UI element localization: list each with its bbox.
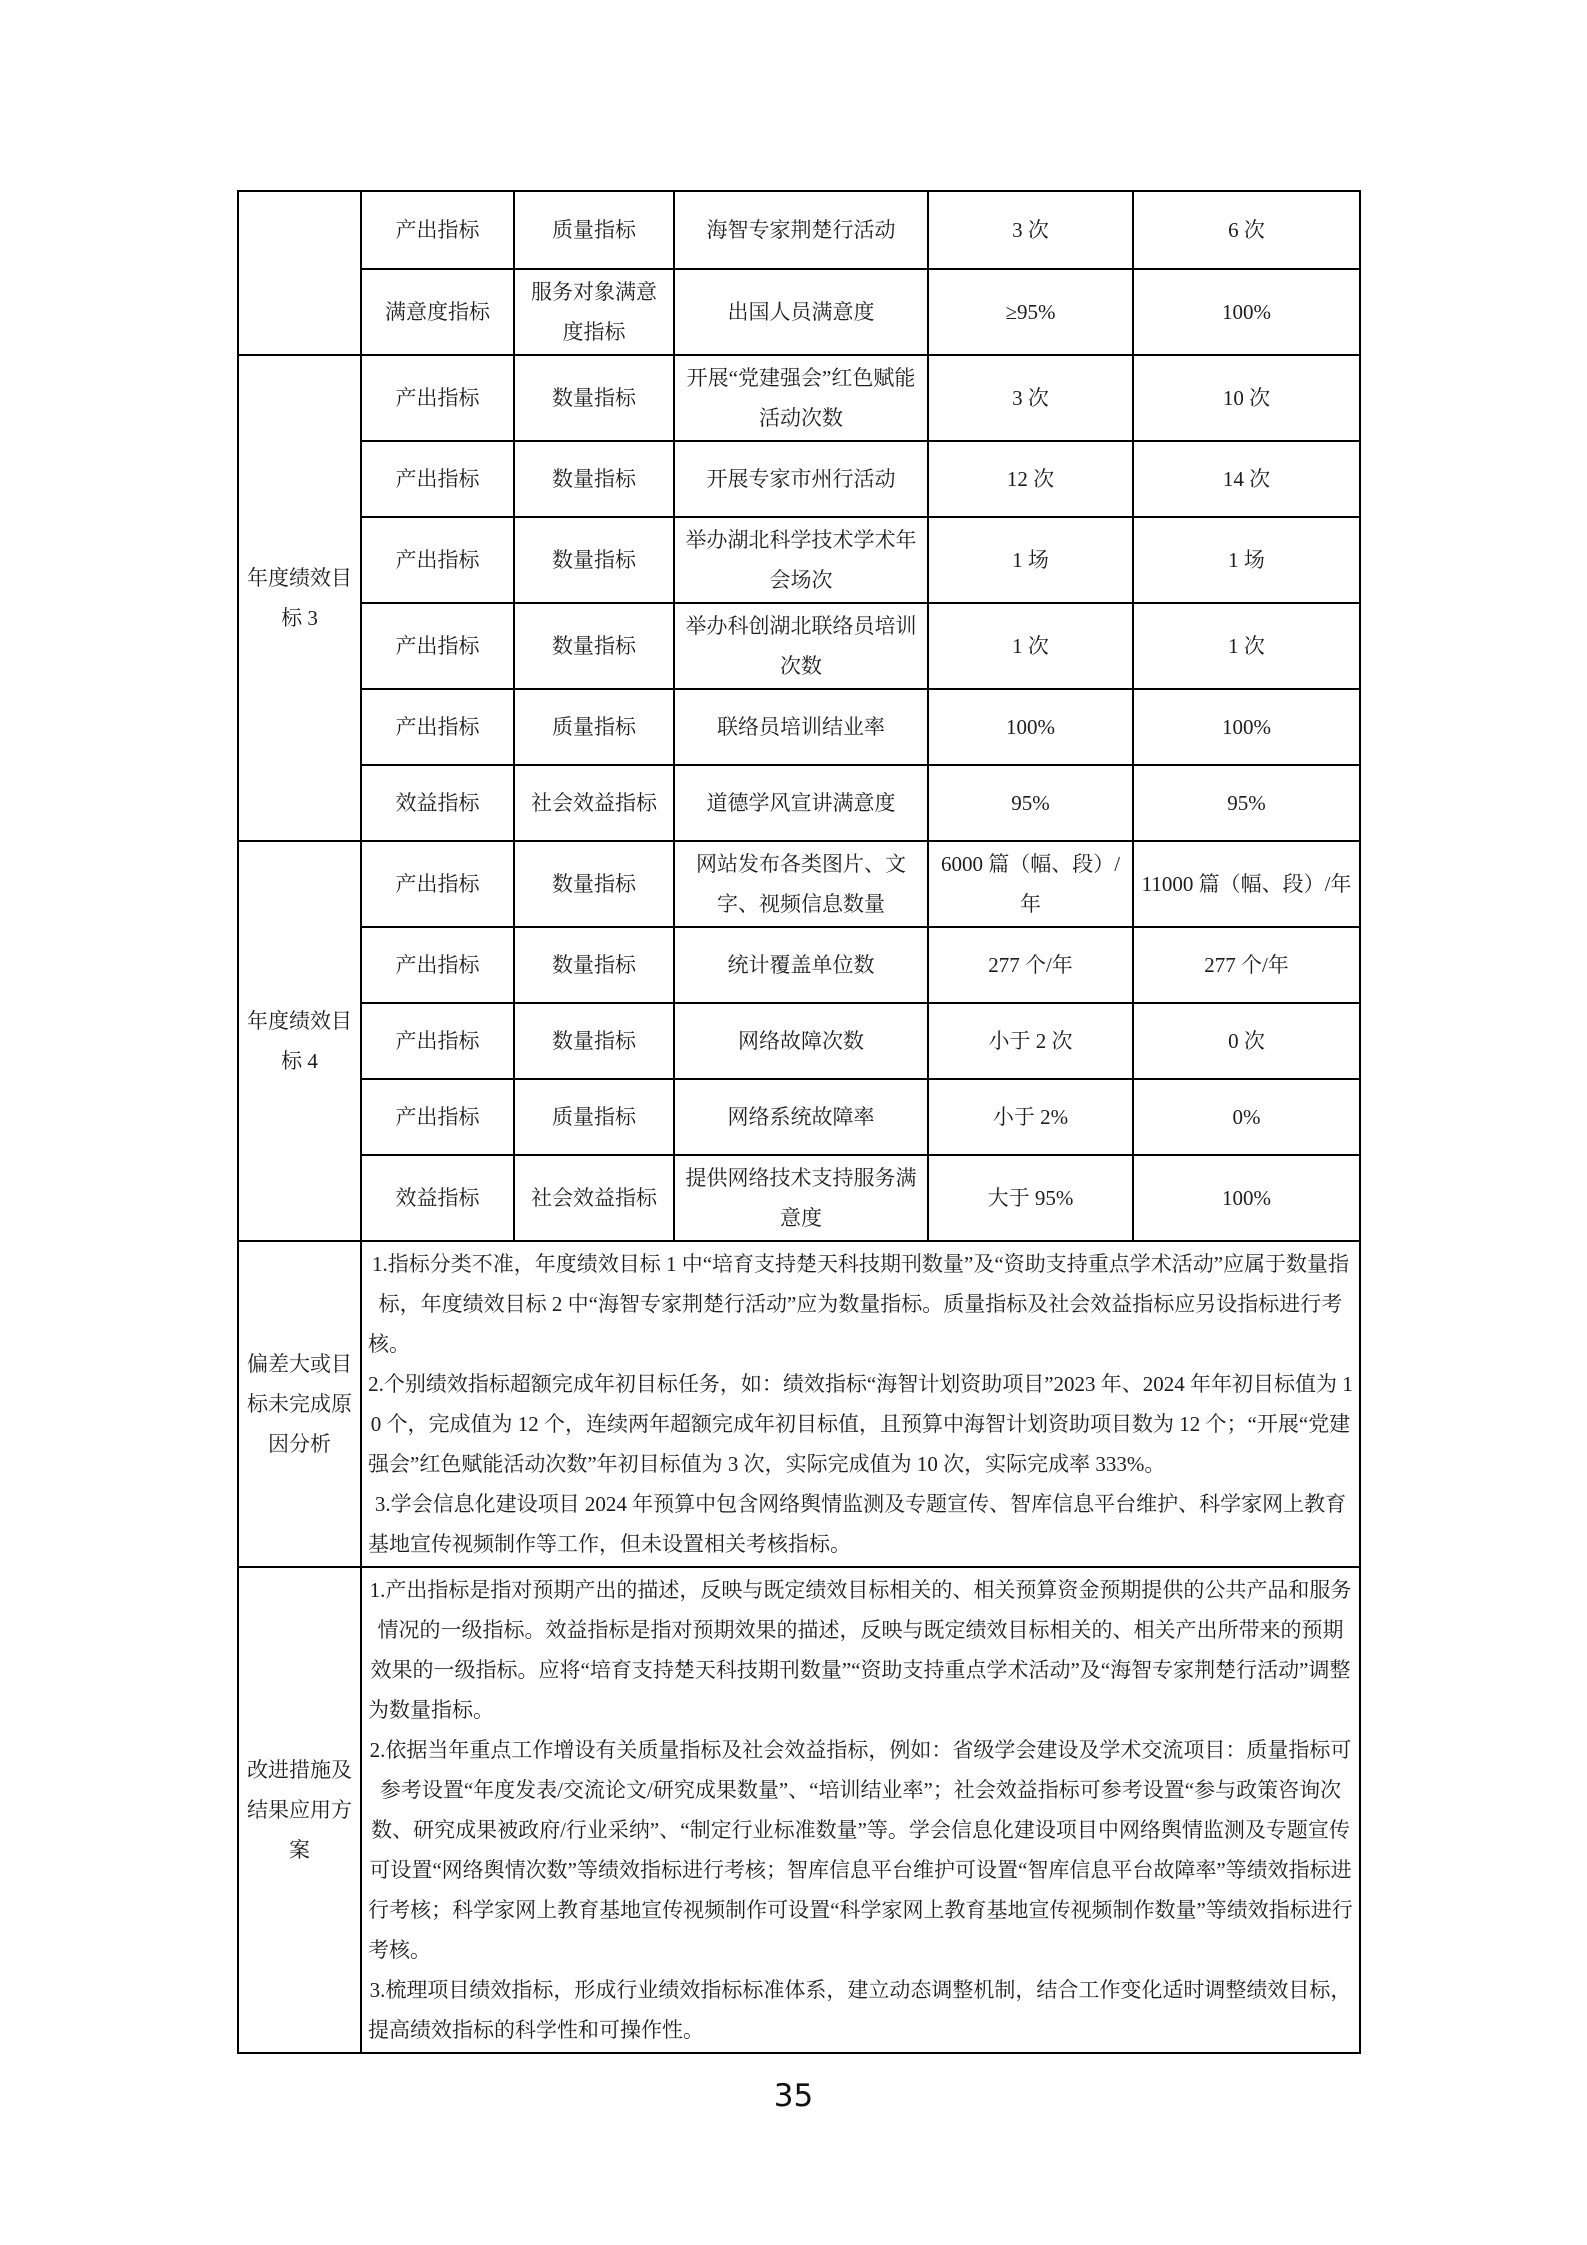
indicator-subtype-cell: 数量指标 (514, 841, 674, 927)
indicator-type-cell: 产出指标 (361, 441, 514, 517)
group-label: 改进措施及结果应用方案 (238, 1567, 361, 2053)
target-value-cell: 3 次 (928, 355, 1133, 441)
indicator-name-cell: 道德学风宣讲满意度 (674, 765, 928, 841)
indicator-type-cell: 产出指标 (361, 1079, 514, 1155)
indicator-type-cell: 满意度指标 (361, 269, 514, 355)
performance-indicator-table (237, 190, 1361, 2054)
table-row (238, 1155, 1360, 1241)
target-value-cell: 6000 篇（幅、段）/年 (928, 841, 1133, 927)
analysis-text-cell (361, 1567, 1360, 2053)
indicator-subtype-cell: 质量指标 (514, 191, 674, 269)
target-value-cell: 95% (928, 765, 1133, 841)
target-value-cell: 大于 95% (928, 1155, 1133, 1241)
analysis-paragraph: 1.产出指标是指对预期产出的描述，反映与既定绩效目标相关的、相关预算资金预期提供的公共产品和服务情况的一级指标。效益指标是指对预期效果的描述，反映与既定绩效目标相关的、相关产出所带来的预期效果的一级指标。应将“培育支持楚天科技期刊数量”“资助支持重点学术活动”及“海智专家荆楚行活动”调整为数量指标。 (368, 1578, 1352, 1722)
indicator-subtype-cell: 数量指标 (514, 355, 674, 441)
indicator-name-cell: 开展“党建强会”红色赋能活动次数 (674, 355, 928, 441)
analysis-paragraph: 3.学会信息化建设项目 2024 年预算中包含网络舆情监测及专题宣传、智库信息平台维护、科学家网上教育基地宣传视频制作等工作，但未设置相关考核指标。 (368, 1492, 1347, 1556)
group-label: 偏差大或目标未完成原因分析 (238, 1241, 361, 1567)
actual-value-cell: 277 个/年 (1133, 927, 1360, 1003)
indicator-name-cell: 开展专家市州行活动 (674, 441, 928, 517)
indicator-name-cell: 海智专家荆楚行活动 (674, 191, 928, 269)
group-label (238, 191, 361, 355)
indicator-subtype-cell: 数量指标 (514, 1003, 674, 1079)
indicator-name-cell: 举办科创湖北联络员培训次数 (674, 603, 928, 689)
table-row (238, 1241, 1360, 1567)
actual-value-cell: 100% (1133, 1155, 1360, 1241)
indicator-type-cell: 产出指标 (361, 689, 514, 765)
table-row (238, 603, 1360, 689)
indicator-subtype-cell: 数量指标 (514, 517, 674, 603)
indicator-name-cell: 网络系统故障率 (674, 1079, 928, 1155)
target-value-cell: 1 次 (928, 603, 1133, 689)
actual-value-cell: 100% (1133, 689, 1360, 765)
target-value-cell: 12 次 (928, 441, 1133, 517)
indicator-name-cell: 网络故障次数 (674, 1003, 928, 1079)
actual-value-cell: 11000 篇（幅、段）/年 (1133, 841, 1360, 927)
target-value-cell: 1 场 (928, 517, 1133, 603)
actual-value-cell: 1 次 (1133, 603, 1360, 689)
group-label: 年度绩效目标 4 (238, 841, 361, 1241)
actual-value-cell: 10 次 (1133, 355, 1360, 441)
target-value-cell: 小于 2 次 (928, 1003, 1133, 1079)
actual-value-cell: 6 次 (1133, 191, 1360, 269)
actual-value-cell: 100% (1133, 269, 1360, 355)
analysis-paragraph: 2.个别绩效指标超额完成年初目标任务，如：绩效指标“海智计划资助项目”2023 年、2024 年年初目标值为 10 个，完成值为 12 个，连续两年超额完成年初目标值，且预算中海智计划资助项目数为 12 个；“开展“党建强会”红色赋能活动次数”年初目标值为 3 次，实际完成值为 10 次，实际完成率 333%。 (368, 1372, 1353, 1476)
table-row (238, 1003, 1360, 1079)
table-row (238, 765, 1360, 841)
actual-value-cell: 0% (1133, 1079, 1360, 1155)
indicator-type-cell: 产出指标 (361, 927, 514, 1003)
table-row (238, 927, 1360, 1003)
actual-value-cell: 95% (1133, 765, 1360, 841)
indicator-subtype-cell: 服务对象满意度指标 (514, 269, 674, 355)
indicator-type-cell: 产出指标 (361, 1003, 514, 1079)
indicator-type-cell: 效益指标 (361, 765, 514, 841)
target-value-cell: ≥95% (928, 269, 1133, 355)
table-row (238, 441, 1360, 517)
indicator-type-cell: 产出指标 (361, 517, 514, 603)
indicator-name-cell: 举办湖北科学技术学术年会场次 (674, 517, 928, 603)
group-label: 年度绩效目标 3 (238, 355, 361, 841)
indicator-subtype-cell: 数量指标 (514, 441, 674, 517)
indicator-name-cell: 统计覆盖单位数 (674, 927, 928, 1003)
indicator-type-cell: 产出指标 (361, 191, 514, 269)
analysis-paragraph: 3.梳理项目绩效指标，形成行业绩效指标标准体系，建立动态调整机制，结合工作变化适时调整绩效目标，提高绩效指标的科学性和可操作性。 (368, 1978, 1352, 2042)
actual-value-cell: 14 次 (1133, 441, 1360, 517)
target-value-cell: 3 次 (928, 191, 1133, 269)
indicator-subtype-cell: 数量指标 (514, 603, 674, 689)
table-row (238, 1079, 1360, 1155)
indicator-subtype-cell: 社会效益指标 (514, 765, 674, 841)
indicator-name-cell: 联络员培训结业率 (674, 689, 928, 765)
target-value-cell: 277 个/年 (928, 927, 1133, 1003)
analysis-paragraph: 1.指标分类不准，年度绩效目标 1 中“培育支持楚天科技期刊数量”及“资助支持重点学术活动”应属于数量指标，年度绩效目标 2 中“海智专家荆楚行活动”应为数量指标。质量指标及社会效益指标应另设指标进行考核。 (368, 1252, 1350, 1356)
indicator-name-cell: 出国人员满意度 (674, 269, 928, 355)
indicator-type-cell: 产出指标 (361, 603, 514, 689)
indicator-subtype-cell: 质量指标 (514, 1079, 674, 1155)
target-value-cell: 100% (928, 689, 1133, 765)
table-row (238, 191, 1360, 269)
actual-value-cell: 1 场 (1133, 517, 1360, 603)
analysis-paragraph: 2.依据当年重点工作增设有关质量指标及社会效益指标，例如：省级学会建设及学术交流项目：质量指标可参考设置“年度发表/交流论文/研究成果数量”、“培训结业率”；社会效益指标可参考设置“参与政策咨询次数、研究成果被政府/行业采纳”、“制定行业标准数量”等。学会信息化建设项目中网络舆情监测及专题宣传可设置“网络舆情次数”等绩效指标进行考核；智库信息平台维护可设置“智库信息平台故障率”等绩效指标进行考核；科学家网上教育基地宣传视频制作可设置“科学家网上教育基地宣传视频制作数量”等绩效指标进行考核。 (368, 1738, 1353, 1962)
indicator-subtype-cell: 质量指标 (514, 689, 674, 765)
table-row (238, 355, 1360, 441)
indicator-type-cell: 效益指标 (361, 1155, 514, 1241)
indicator-subtype-cell: 社会效益指标 (514, 1155, 674, 1241)
table-row (238, 269, 1360, 355)
indicator-type-cell: 产出指标 (361, 841, 514, 927)
table-row (238, 517, 1360, 603)
indicator-subtype-cell: 数量指标 (514, 927, 674, 1003)
page-number: 35 (773, 2078, 814, 2114)
target-value-cell: 小于 2% (928, 1079, 1133, 1155)
table-row (238, 1567, 1360, 2053)
table-row (238, 841, 1360, 927)
indicator-name-cell: 网站发布各类图片、文字、视频信息数量 (674, 841, 928, 927)
table-row (238, 689, 1360, 765)
indicator-name-cell: 提供网络技术支持服务满意度 (674, 1155, 928, 1241)
indicator-type-cell: 产出指标 (361, 355, 514, 441)
analysis-text-cell (361, 1241, 1360, 1567)
actual-value-cell: 0 次 (1133, 1003, 1360, 1079)
